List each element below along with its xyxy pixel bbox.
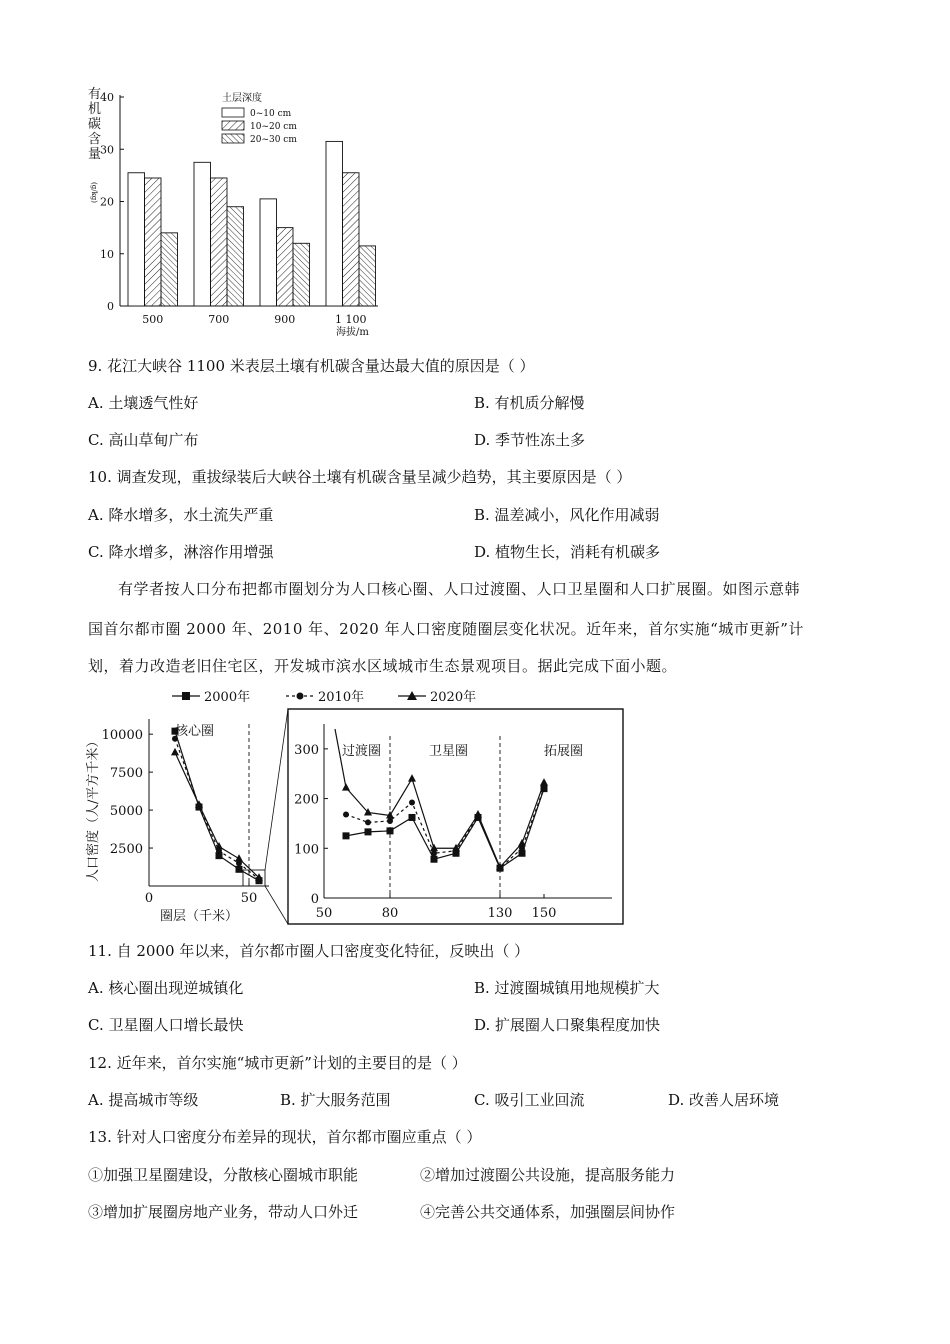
y-tick-label: 100 [294, 842, 319, 858]
legend-label-0-10: 0~10 cm [250, 109, 292, 119]
x-tick-label: 0 [144, 891, 154, 906]
q10-option-a[interactable]: A. 降水增多，水土流失严重 [88, 506, 274, 524]
legend-swatch-20-30 [222, 134, 244, 143]
y-tick-label: 5000 [109, 804, 143, 820]
population-density-chart [80, 684, 630, 928]
core-zone-label: 核心圈 [175, 724, 215, 739]
question-9-stem: 9. 花江大峡谷 1100 米表层土壤有机碳含量达最大值的原因是（ ） [88, 357, 535, 375]
y-axis-label-char: 机 [88, 102, 102, 117]
marker-triangle [408, 774, 416, 782]
q11-option-b[interactable]: B. 过渡圈城镇用地规模扩大 [474, 979, 660, 997]
bar [277, 228, 294, 306]
marker-triangle [235, 854, 243, 862]
bar [145, 178, 162, 306]
q13-statement-3: ③增加扩展圈房地产业务，带动人口外迁 [88, 1203, 359, 1221]
marker-dot [343, 811, 349, 817]
y-tick-label: 2500 [109, 842, 143, 858]
marker-triangle [540, 778, 548, 786]
question-10-stem: 10. 调查发现，重拔绿装后大峡谷土壤有机碳含量呈减少趋势，其主要原因是（ ） [88, 468, 632, 486]
q11-option-a[interactable]: A. 核心圈出现逆城镇化 [88, 979, 244, 997]
zoom-connector-bottom [265, 886, 288, 924]
y-axis-label-char: 有 [88, 87, 102, 102]
marker-triangle [518, 839, 526, 847]
q11-option-d[interactable]: D. 扩展圈人口聚集程度加快 [474, 1016, 661, 1034]
q13-statement-2: ②增加过渡圈公共设施，提高服务能力 [420, 1166, 676, 1184]
y-axis-label-char: 含 [88, 132, 102, 147]
y-axis-label-char: 量 [88, 147, 102, 162]
x-tick-label: 80 [381, 906, 399, 921]
bar [343, 173, 360, 306]
marker-triangle [171, 748, 179, 756]
x-tick-label: 700 [208, 313, 230, 326]
marker-triangle [342, 783, 350, 791]
legend-swatch-0-10 [222, 108, 244, 117]
x-tick-label: 50 [240, 891, 258, 906]
marker-square [431, 856, 438, 863]
legend-marker-dot [297, 693, 304, 700]
x-tick-label: 130 [487, 906, 513, 921]
left-chart [102, 709, 288, 924]
y-tick-label: 0 [310, 892, 319, 907]
legend-label-2000: 2000年 [204, 690, 251, 705]
marker-square [409, 814, 416, 821]
marker-triangle [474, 810, 482, 818]
legend [172, 689, 476, 705]
legend-marker-square [182, 692, 190, 700]
y-tick-label: 30 [100, 143, 114, 157]
question-12-stem: 12. 近年来，首尔实施“城市更新”计划的主要目的是（ ） [88, 1054, 467, 1072]
legend-label-2010: 2010年 [318, 690, 365, 705]
y-tick-label: 300 [294, 742, 319, 758]
bar [128, 173, 145, 306]
q12-option-b[interactable]: B. 扩大服务范围 [280, 1091, 391, 1109]
bar [227, 207, 244, 306]
q10-option-d[interactable]: D. 植物生长，消耗有机碳多 [474, 543, 661, 561]
legend [222, 91, 297, 145]
marker-square [343, 832, 350, 839]
marker-dot [365, 819, 371, 825]
marker-triangle [430, 844, 438, 852]
q12-option-d[interactable]: D. 改善人居环境 [668, 1091, 780, 1109]
y-tick-label: 7500 [109, 766, 143, 782]
bar [326, 141, 343, 306]
q9-option-c[interactable]: C. 高山草甸广布 [88, 431, 199, 449]
y-tick-label: 10000 [101, 728, 143, 744]
q9-option-a[interactable]: A. 土壤透气性好 [88, 394, 199, 412]
y-tick-label: 40 [100, 91, 114, 104]
q12-option-a[interactable]: A. 提高城市等级 [88, 1091, 199, 1109]
q10-option-b[interactable]: B. 温差减小，风化作用减弱 [474, 506, 660, 524]
y-tick-label: 200 [294, 792, 319, 808]
legend-label-10-20: 10~20 cm [250, 122, 297, 132]
x-axis-label: 圈层（千米） [160, 909, 239, 924]
q9-option-d[interactable]: D. 季节性冻土多 [474, 431, 586, 449]
y-tick-label: 10 [100, 247, 114, 261]
y-axis-label [85, 735, 101, 882]
x-tick-labels [142, 313, 366, 326]
question-13-stem: 13. 针对人口密度分布差异的现状，首尔都市圈应重点（ ） [88, 1128, 482, 1146]
zone-label-transition: 过渡圈 [342, 744, 382, 759]
x-tick-label: 1 100 [335, 313, 367, 326]
q13-statement-1: ①加强卫星圈建设，分散核心圈城市职能 [88, 1166, 359, 1184]
q9-option-b[interactable]: B. 有机质分解慢 [474, 394, 585, 412]
legend-title: 土层深度 [222, 93, 262, 104]
marker-dot [409, 800, 415, 806]
legend-swatch-10-20 [222, 121, 244, 130]
zoom-panel [288, 709, 623, 924]
bar [260, 199, 277, 306]
y-tick-label: 0 [107, 300, 114, 313]
marker-dot [387, 818, 393, 824]
y-tick-label: 20 [100, 195, 114, 209]
bar [161, 233, 178, 306]
bars [128, 141, 376, 306]
q12-option-c[interactable]: C. 吸引工业回流 [474, 1091, 585, 1109]
legend-label-20-30: 20~30 cm [250, 135, 297, 145]
zone-label-satellite: 卫星圈 [429, 744, 469, 759]
x-tick-label: 50 [315, 906, 333, 921]
y-axis-label-text: 人口密度（人/平方千米） [86, 734, 101, 882]
zoom-connector-top [265, 709, 288, 870]
passage-line-2: 国首尔都市圈 2000 年、2010 年、2020 年人口密度随圈层变化状况。近年来，首尔实施“城市更新”计 [88, 620, 804, 638]
series-line-2000年 [346, 789, 544, 869]
x-tick-label: 150 [531, 906, 557, 921]
zone-label-expansion: 拓展圈 [544, 744, 584, 759]
x-tick-label: 900 [274, 313, 296, 326]
q10-option-c[interactable]: C. 降水增多，淋溶作用增强 [88, 543, 274, 561]
bar [359, 246, 376, 306]
y-axis-unit: (g/kg) [90, 182, 98, 204]
passage-line-3: 划，着力改造老旧住宅区，开发城市滨水区域城市生态景观项目。据此完成下面小题。 [88, 657, 678, 675]
marker-square [387, 827, 394, 834]
q11-option-c[interactable]: C. 卫星圈人口增长最快 [88, 1016, 244, 1034]
question-11-stem: 11. 自 2000 年以来，首尔都市圈人口密度变化特征，反映出（ ） [88, 942, 530, 960]
passage-line-1: 有学者按人口分布把都市圈划分为人口核心圈、人口过渡圈、人口卫星圈和人口扩展圈。如图示意韩 [118, 580, 801, 598]
marker-square [365, 828, 372, 835]
bar [194, 162, 211, 306]
x-tick-label: 500 [142, 313, 164, 326]
y-axis-label-char: 碳 [88, 117, 102, 132]
x-axis-label: 海拔/m [336, 327, 369, 338]
legend-label-2020: 2020年 [430, 690, 477, 705]
organic-carbon-bar-chart [80, 80, 400, 342]
bar [293, 243, 310, 306]
marker-square [236, 866, 243, 873]
bar [211, 178, 228, 306]
q13-statement-4: ④完善公共交通体系，加强圈层间协作 [420, 1203, 676, 1221]
